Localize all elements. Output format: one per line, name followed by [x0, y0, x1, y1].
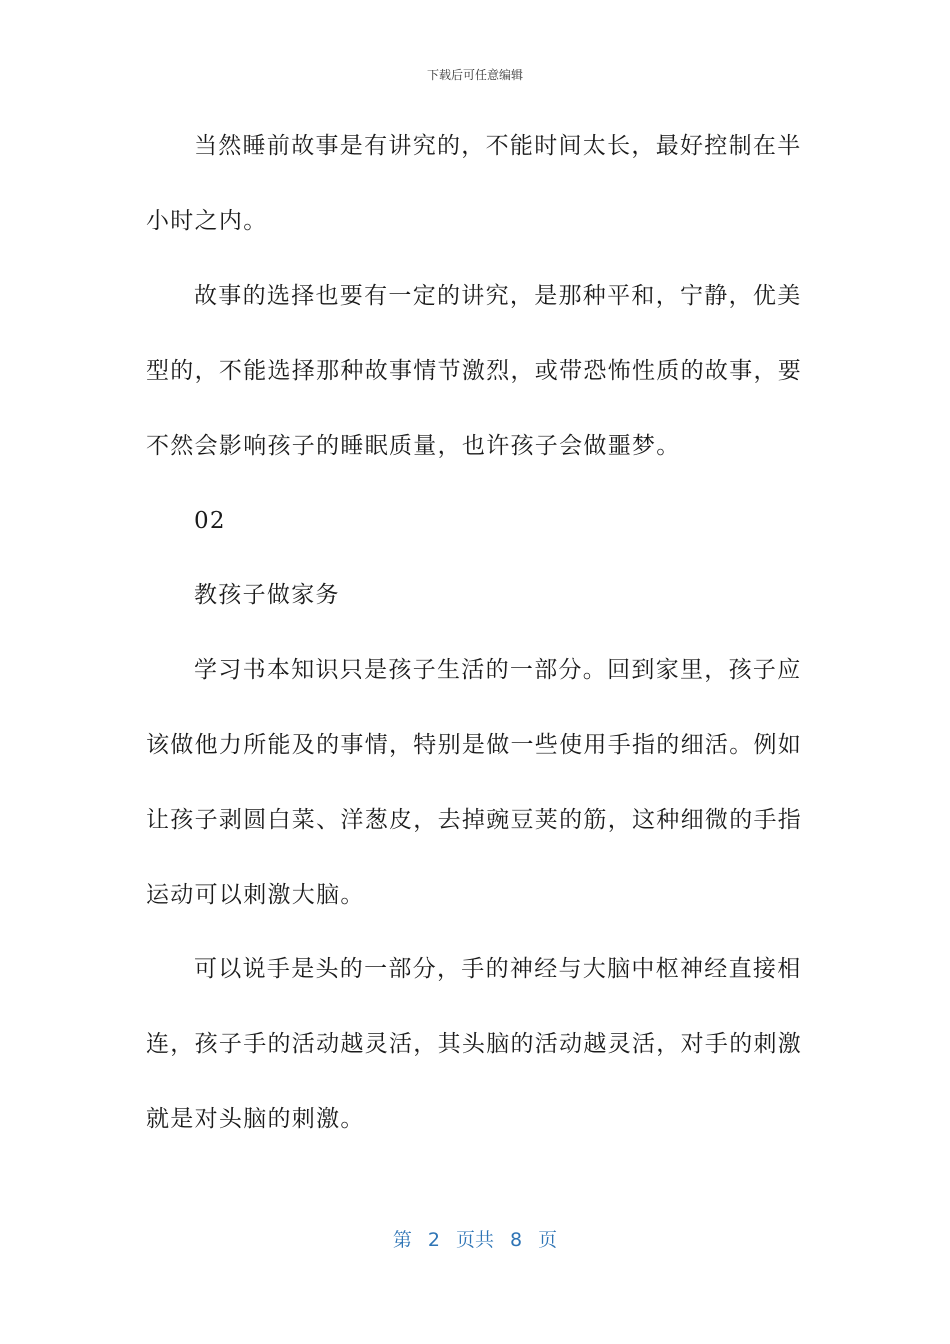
header-note: 下载后可任意编辑 [426, 68, 523, 82]
paragraph-line: 故事的选择也要有一定的讲究，是那种平和，宁静，优美 [194, 283, 802, 309]
paragraph-line: 让孩子剥圆白菜、洋葱皮，去掉豌豆荚的筋，这种细微的手指 [146, 807, 803, 833]
page-middle: 页共 [455, 1229, 494, 1251]
paragraph-line: 不然会影响孩子的睡眠质量，也许孩子会做噩梦。 [146, 433, 681, 459]
current-page-number: 2 [427, 1229, 440, 1251]
section-heading: 教孩子做家务 [194, 582, 340, 608]
paragraph-line: 小时之内。 [146, 208, 268, 234]
page-suffix: 页 [538, 1229, 558, 1251]
total-pages-number: 8 [510, 1229, 523, 1251]
paragraph-line: 可以说手是头的一部分，手的神经与大脑中枢神经直接相 [194, 956, 802, 982]
section-number: 02 [194, 508, 226, 534]
paragraph-line: 连，孩子手的活动越灵活，其头脑的活动越灵活，对手的刺激 [146, 1031, 803, 1057]
paragraph-line: 学习书本知识只是孩子生活的一部分。回到家里，孩子应 [194, 657, 802, 683]
paragraph-line: 该做他力所能及的事情，特别是做一些使用手指的细活。例如 [146, 732, 803, 758]
page-prefix: 第 [392, 1229, 412, 1251]
paragraph-line: 运动可以刺激大脑。 [146, 882, 365, 908]
page-footer [0, 1225, 950, 1252]
paragraph-line: 就是对头脑的刺激。 [146, 1106, 365, 1132]
paragraph-line: 型的，不能选择那种故事情节激烈，或带恐怖性质的故事，要 [146, 358, 803, 384]
paragraph-line: 当然睡前故事是有讲究的，不能时间太长，最好控制在半 [194, 133, 802, 159]
